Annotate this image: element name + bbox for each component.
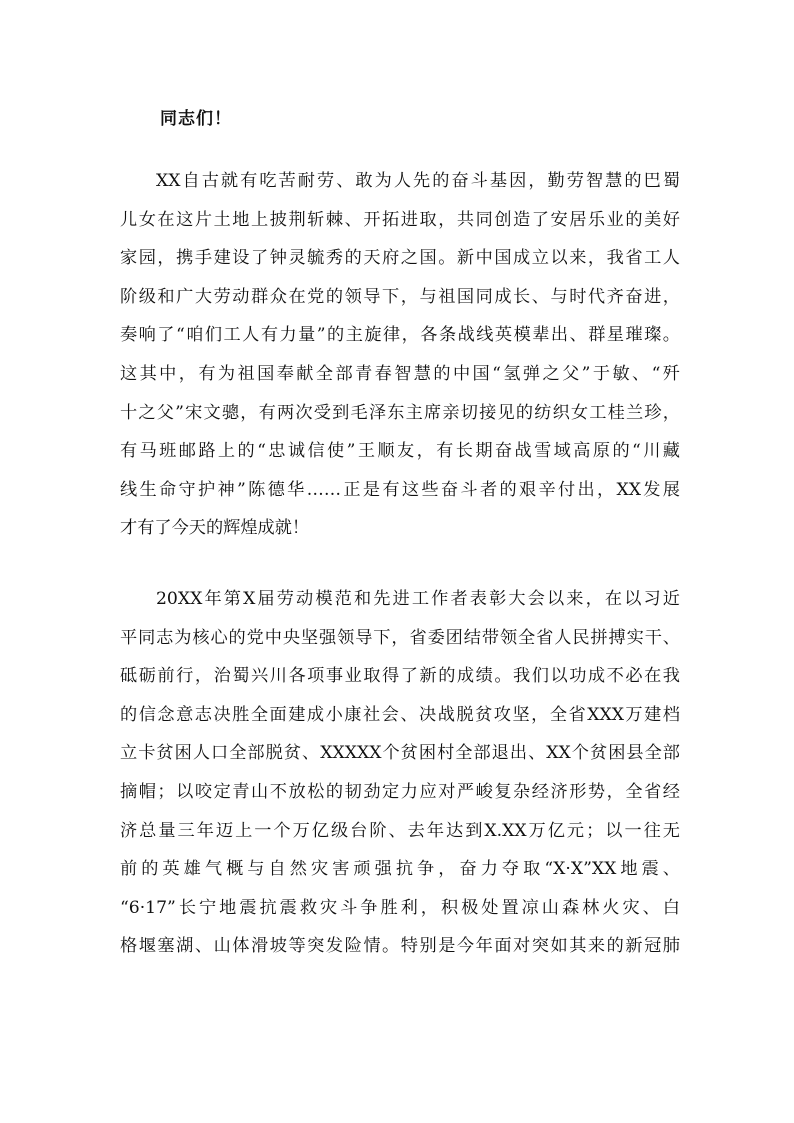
text-line: 济总量三年迈上一个万亿级台阶、去年达到X.XX万亿元；以一往无 bbox=[120, 820, 680, 841]
text-line: 前的英雄气概与自然灾害顽强抗争，奋力夺取“X·X”XX地震、 bbox=[120, 859, 680, 880]
text-line: 才有了今天的辉煌成就！ bbox=[120, 518, 310, 539]
text-line: 阶级和广大劳动群众在党的领导下，与祖国同成长、与时代齐奋进， bbox=[120, 286, 680, 307]
text-line: 十之父”宋文骢，有两次受到毛泽东主席亲切接见的纺织女工桂兰珍， bbox=[120, 402, 680, 423]
text-line: 20XX年第X届劳动模范和先进工作者表彰大会以来，在以习近 bbox=[156, 589, 680, 609]
text-line: 砥砺前行，治蜀兴川各项事业取得了新的成绩。我们以功成不必在我 bbox=[120, 666, 680, 687]
salutation: 同志们！ bbox=[160, 109, 232, 129]
text-line: 格堰塞湖、山体滑坡等突发险情。特别是今年面对突如其来的新冠肺 bbox=[120, 936, 680, 957]
text-line: 有马班邮路上的“忠诚信使”王顺友，有长期奋战雪域高原的“川藏 bbox=[120, 441, 680, 462]
text-line: “6·17”长宁地震抗震救灾斗争胜利，积极处置凉山森林火灾、白 bbox=[120, 897, 680, 918]
text-line: 平同志为核心的党中央坚强领导下，省委团结带领全省人民拼搏实干、 bbox=[120, 627, 680, 648]
text-line: 立卡贫困人口全部脱贫、XXXXX个贫困村全部退出、XX个贫困县全部 bbox=[120, 743, 680, 764]
text-line: XX自古就有吃苦耐劳、敢为人先的奋斗基因，勤劳智慧的巴蜀 bbox=[156, 171, 680, 191]
text-line: 摘帽；以咬定青山不放松的韧劲定力应对严峻复杂经济形势，全省经 bbox=[120, 781, 680, 802]
paragraph-1 bbox=[120, 162, 680, 548]
text-line: 这其中，有为祖国奉献全部青春智慧的中国“氢弹之父”于敏、“歼 bbox=[120, 363, 680, 384]
text-line: 线生命守护神”陈德华……正是有这些奋斗者的艰辛付出，XX发展 bbox=[120, 479, 680, 500]
text-line: 儿女在这片土地上披荆斩棘、开拓进取，共同创造了安居乐业的美好 bbox=[120, 209, 680, 230]
text-line: 的信念意志决胜全面建成小康社会、决战脱贫攻坚，全省XXX万建档 bbox=[120, 704, 680, 725]
text-line: 奏响了“咱们工人有力量”的主旋律，各条战线英模辈出、群星璀璨。 bbox=[120, 325, 680, 346]
paragraph-2 bbox=[120, 580, 680, 966]
text-line: 家园，携手建设了钟灵毓秀的天府之国。新中国成立以来，我省工人 bbox=[120, 248, 680, 269]
